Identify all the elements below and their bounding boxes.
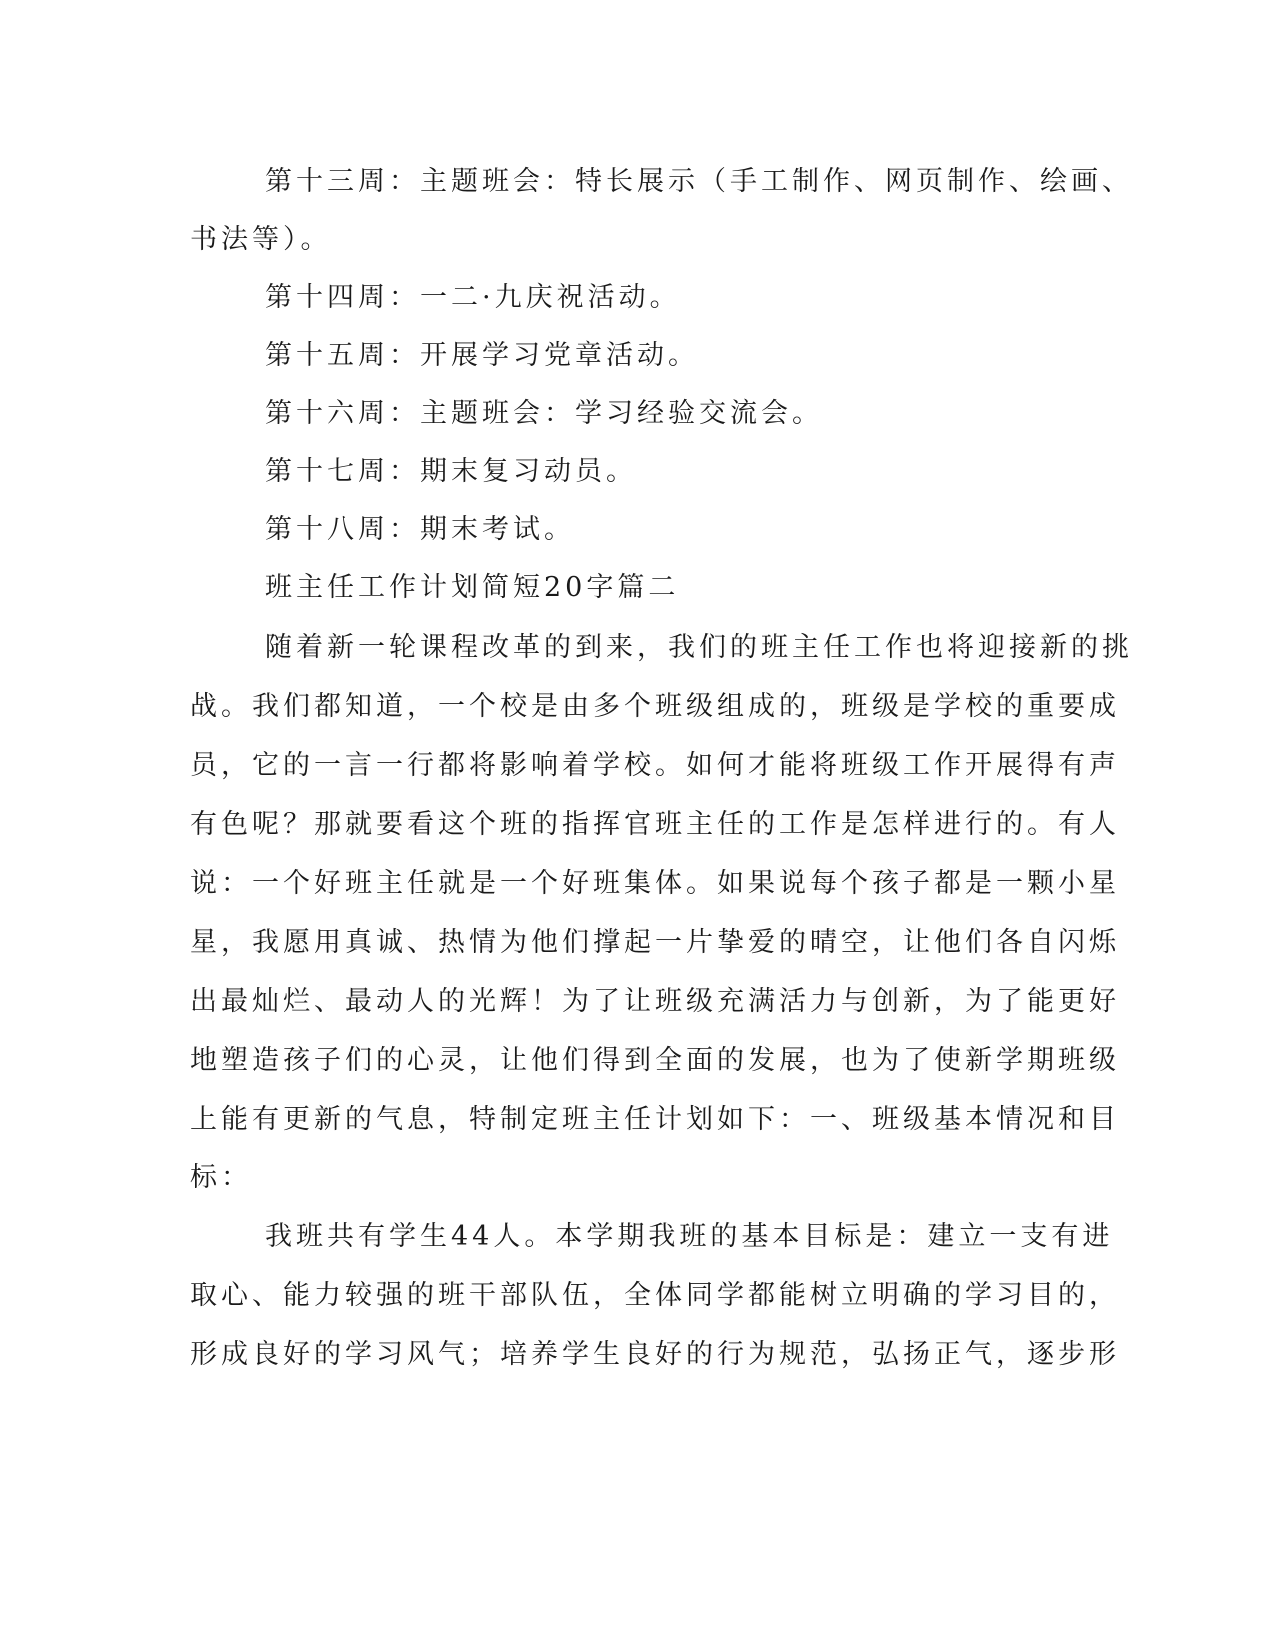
text-line: 第十六周：主题班会：学习经验交流会。 (265, 398, 823, 429)
text-line: 有色呢？那就要看这个班的指挥官班主任的工作是怎样进行的。有人 (190, 809, 1120, 840)
text-line: 取心、能力较强的班干部队伍，全体同学都能树立明确的学习目的， (190, 1280, 1120, 1311)
text-line: 说：一个好班主任就是一个好班集体。如果说每个孩子都是一颗小星 (190, 868, 1120, 899)
text-line: 地塑造孩子们的心灵，让他们得到全面的发展，也为了使新学期班级 (190, 1045, 1120, 1076)
text-line: 第十七周：期末复习动员。 (265, 456, 637, 487)
text-line: 我班共有学生44人。本学期我班的基本目标是：建立一支有进 (265, 1221, 1114, 1252)
text-line: 星，我愿用真诚、热情为他们撑起一片挚爱的晴空，让他们各自闪烁 (190, 927, 1120, 958)
text-line: 出最灿烂、最动人的光辉！为了让班级充满活力与创新，为了能更好 (190, 986, 1120, 1017)
text-line: 战。我们都知道，一个校是由多个班级组成的，班级是学校的重要成 (190, 691, 1120, 722)
text-line: 第十五周：开展学习党章活动。 (265, 340, 699, 371)
text-line: 上能有更新的气息，特制定班主任计划如下：一、班级基本情况和目 (190, 1104, 1120, 1135)
text-line: 第十八周：期末考试。 (265, 514, 575, 545)
text-line: 第十三周：主题班会：特长展示（手工制作、网页制作、绘画、 (265, 166, 1133, 197)
text-line: 随着新一轮课程改革的到来，我们的班主任工作也将迎接新的挑 (265, 632, 1133, 663)
text-line: 第十四周：一二·九庆祝活动。 (265, 282, 681, 313)
section-heading: 班主任工作计划简短20字篇二 (265, 572, 680, 603)
text-line: 书法等）。 (190, 224, 332, 255)
text-line: 员，它的一言一行都将影响着学校。如何才能将班级工作开展得有声 (190, 750, 1120, 781)
text-line: 标： (190, 1162, 252, 1193)
text-line: 形成良好的学习风气；培养学生良好的行为规范，弘扬正气，逐步形 (190, 1339, 1120, 1370)
